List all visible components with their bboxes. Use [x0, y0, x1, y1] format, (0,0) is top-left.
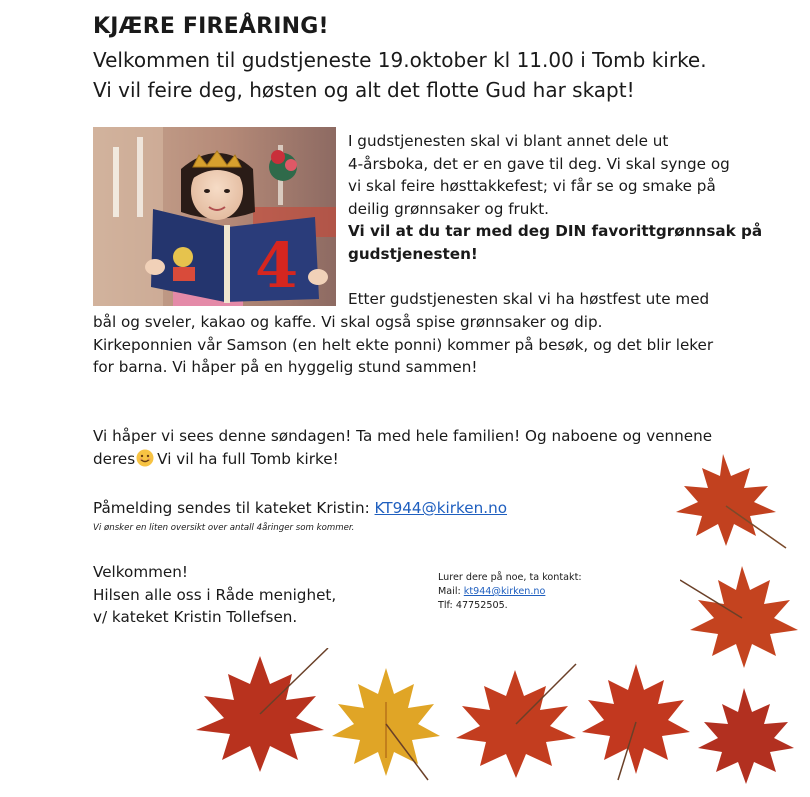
maple-leaf-icon	[450, 662, 580, 782]
invitation-line: Velkommen til gudstjeneste 19.oktober kl 11.00 i Tomb kirke.	[93, 48, 707, 72]
child-with-book-photo	[93, 127, 336, 306]
maple-leaf-icon	[692, 682, 797, 792]
contact-box	[438, 571, 582, 613]
maple-leaf-icon	[668, 446, 788, 556]
after-service-paragraph	[93, 311, 713, 379]
hope-paragraph	[93, 425, 712, 473]
hope-text-a: deres	[93, 449, 136, 468]
closing-greeting	[93, 561, 336, 629]
svg-text:4: 4	[255, 229, 299, 302]
contact-mail-line	[438, 585, 582, 599]
closing-line: Velkommen!	[93, 563, 188, 581]
maple-leaf-icon	[328, 662, 443, 782]
vegetable-request-line: gudstjenesten!	[348, 244, 478, 263]
hope-text-b: Vi vil ha full Tomb kirke!	[157, 449, 339, 468]
vegetable-request-line: Vi vil at du tar med deg DIN favorittgrønnsak på	[348, 222, 763, 240]
after-line: bål og sveler, kakao og kaffe. Vi skal også spise grønnsaker og dip.	[93, 313, 603, 331]
intro-line: vi skal feire høsttakkefest; vi får se og smake på	[348, 177, 716, 195]
closing-line: v/ kateket Kristin Tollefsen.	[93, 608, 298, 626]
hope-line: Vi håper vi sees denne søndagen! Ta med hele familien! Og naboene og vennene	[93, 427, 713, 445]
hope-line-2	[93, 448, 712, 474]
intro-line: I gudstjenesten skal vi blant annet dele ut	[348, 132, 669, 150]
signup-note: Vi ønsker en liten oversikt over antall 4åringer som kommer.	[93, 523, 355, 533]
maple-leaf-icon	[190, 648, 330, 778]
mail-label: Mail:	[438, 586, 464, 597]
celebration-line: Vi vil feire deg, høsten og alt det flotte Gud har skapt!	[93, 78, 635, 102]
smiley-emoji-icon	[136, 449, 154, 474]
intro-line: deilig grønnsaker og frukt.	[348, 199, 549, 218]
after-line: for barna. Vi håper på en hyggelig stund sammen!	[93, 358, 478, 376]
contact-email-link[interactable]: kt944@kirken.no	[463, 586, 546, 597]
intro-paragraph	[348, 130, 762, 265]
page-title: KJÆRE FIREÅRING!	[93, 14, 329, 39]
maple-leaf-icon	[578, 656, 693, 781]
maple-leaf-icon	[680, 560, 805, 675]
after-service-first-line: Etter gudstjenesten skal vi ha høstfest ute med	[348, 290, 710, 308]
closing-line: Hilsen alle oss i Råde menighet,	[93, 585, 337, 604]
contact-phone: Tlf: 47752505.	[438, 600, 508, 611]
signup-line	[93, 499, 507, 517]
intro-line: 4-årsboka, det er en gave til deg. Vi skal synge og	[348, 154, 730, 173]
signup-email-link[interactable]: KT944@kirken.no	[374, 499, 507, 517]
contact-heading: Lurer dere på noe, ta kontakt:	[438, 572, 582, 583]
after-line: Kirkeponnien vår Samson (en helt ekte ponni) kommer på besøk, og det blir leker	[93, 335, 714, 354]
signup-text: Påmelding sendes til kateket Kristin:	[93, 499, 375, 517]
